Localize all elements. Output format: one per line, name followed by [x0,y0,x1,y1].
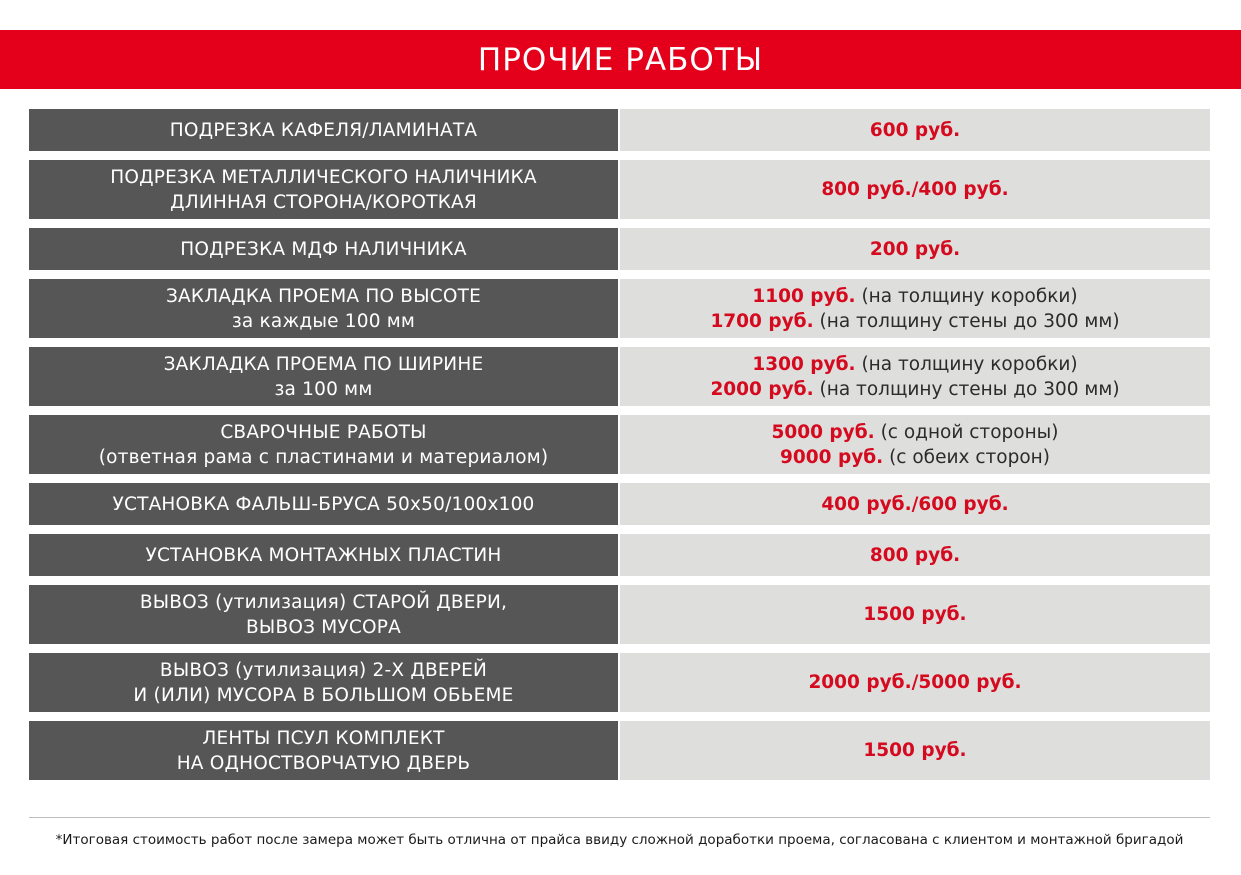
service-name-line: ДЛИННАЯ СТОРОНА/КОРОТКАЯ [170,191,477,213]
service-name-cell [29,109,618,151]
price-line [808,670,1021,695]
price-amount: 5000 руб. [771,421,875,443]
price-cell [620,279,1210,338]
service-name-cell [29,279,618,338]
divider [29,817,1210,818]
price-cell [620,160,1210,219]
price-amount: 600 руб. [869,119,961,141]
table-row [29,228,1210,270]
service-name-line: ЗАКЛАДКА ПРОЕМА ПО ШИРИНЕ [163,353,484,375]
price-amount: 2000 руб./5000 руб. [808,672,1022,693]
service-name-line: ПОДРЕЗКА МДФ НАЛИЧНИКА [180,238,467,260]
price-amount: 400 руб./600 руб. [821,493,1009,515]
service-name-line: ПОДРЕЗКА КАФЕЛЯ/ЛАМИНАТА [169,119,478,141]
price-amount: 2000 руб. [710,378,814,400]
price-note: (на толщину коробки) [861,353,1078,375]
service-name-line: ВЫВОЗ (утилизация) 2-Х ДВЕРЕЙ [159,659,488,681]
service-name-line: ВЫВОЗ (утилизация) СТАРОЙ ДВЕРИ, [139,591,508,613]
service-name-cell [29,534,618,576]
price-line [752,284,1077,309]
price-amount: 9000 руб. [780,446,884,468]
price-cell [620,483,1210,525]
table-row [29,415,1210,474]
price-cell [620,534,1210,576]
price-cell [620,347,1210,406]
title-banner [0,30,1241,89]
table-row [29,721,1210,780]
price-amount: 800 руб./400 руб. [821,179,1009,200]
price-amount: 1500 руб. [863,740,967,761]
price-amount: 800 руб. [869,544,961,566]
service-name-line: ПОДРЕЗКА МЕТАЛЛИЧЕСКОГО НАЛИЧНИКА [110,166,537,188]
service-name-cell [29,160,618,219]
service-name-cell [29,721,618,780]
service-name-line: УСТАНОВКА МОНТАЖНЫХ ПЛАСТИН [145,544,502,566]
price-note: (на толщину стены до 300 мм) [819,310,1120,332]
service-name-line: ЗАКЛАДКА ПРОЕМА ПО ВЫСОТЕ [166,285,481,307]
table-row [29,160,1210,219]
price-note: (на толщину коробки) [861,285,1078,307]
service-name-line: (ответная рама с пластинами и материалом) [98,446,549,468]
service-name-cell [29,653,618,712]
service-name-line: ЛЕНТЫ ПСУЛ КОМПЛЕКТ [202,727,445,749]
price-amount: 1300 руб. [752,353,856,375]
price-amount: 1100 руб. [752,285,856,307]
price-note: (с одной стороны) [880,421,1059,443]
price-amount: 200 руб. [869,238,961,260]
price-cell [620,585,1210,644]
service-name-line: ВЫВОЗ МУСОРА [246,616,401,638]
price-line [870,543,960,568]
service-name-line: И (ИЛИ) МУСОРА В БОЛЬШОМ ОБЬЕМЕ [133,684,514,706]
table-row [29,109,1210,151]
price-line [863,738,966,763]
service-name-cell [29,228,618,270]
service-name-line: УСТАНОВКА ФАЛЬШ-БРУСА 50х50/100х100 [112,493,535,515]
price-line [821,177,1008,202]
price-cell [620,228,1210,270]
price-line [710,377,1119,402]
price-line [870,237,960,262]
price-cell [620,653,1210,712]
service-name-cell [29,483,618,525]
service-name-cell [29,585,618,644]
price-line [863,602,966,627]
price-table [29,109,1210,780]
price-note: (с обеих сторон) [889,446,1050,468]
service-name-cell [29,415,618,474]
price-cell [620,109,1210,151]
table-row [29,279,1210,338]
page-title: ПРОЧИЕ РАБОТЫ [477,41,764,78]
table-row [29,653,1210,712]
price-line [771,420,1058,445]
price-line [821,492,1008,517]
price-line [710,309,1119,334]
table-row [29,534,1210,576]
price-note: (на толщину стены до 300 мм) [819,378,1120,400]
price-amount: 1500 руб. [863,604,967,625]
price-line [780,445,1050,470]
price-cell [620,415,1210,474]
table-row [29,347,1210,406]
service-name-cell [29,347,618,406]
footnote: *Итоговая стоимость работ после замера может быть отлична от прайса ввиду сложной доработки проема, согласована с клиентом и монтажной бригадой [55,832,1184,848]
service-name-line: за каждые 100 мм [231,310,416,332]
price-line [752,352,1077,377]
table-row [29,483,1210,525]
price-amount: 1700 руб. [710,310,814,332]
price-cell [620,721,1210,780]
table-row [29,585,1210,644]
service-name-line: за 100 мм [274,378,373,400]
service-name-line: НА ОДНОСТВОРЧАТУЮ ДВЕРЬ [176,752,471,774]
service-name-line: СВАРОЧНЫЕ РАБОТЫ [220,421,427,443]
price-line [870,118,960,143]
